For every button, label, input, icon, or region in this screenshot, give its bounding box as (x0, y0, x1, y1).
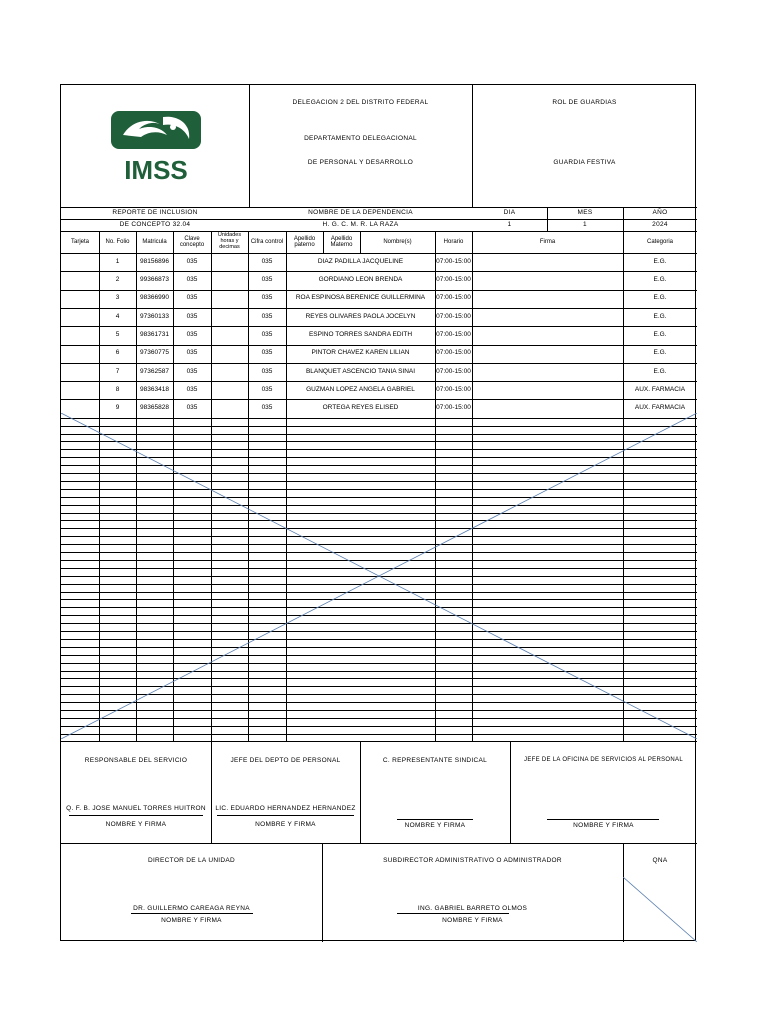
table-cell-horario: 07:00-15:00 (436, 367, 471, 375)
subdirector-name: ING. GABRIEL BARRETO OLMOS (417, 905, 528, 912)
table-cell-matricula: 98361731 (140, 330, 169, 338)
logo-text: IMSS (124, 155, 188, 185)
table-cell-clave: 035 (186, 276, 198, 284)
org-line-2: DEPARTAMENTO DELEGACIONAL (304, 135, 417, 142)
nombre-firma-1: NOMBRE Y FIRMA (105, 821, 167, 828)
table-cell-clave: 035 (186, 257, 198, 265)
table-cell-clave: 035 (186, 367, 198, 375)
table-cell-categoria: E.G. (653, 330, 667, 338)
table-cell-folio: 5 (115, 330, 120, 338)
table-cell-matricula: 98366990 (140, 294, 169, 302)
table-cell-matricula: 97360133 (140, 312, 169, 320)
dia-value: 1 (507, 221, 512, 228)
column-header: Categoria (646, 238, 673, 245)
rep-sindical-label: C. REPRESENTANTE SINDICAL (382, 757, 488, 764)
table-cell-horario: 07:00-15:00 (436, 404, 471, 412)
table-cell-matricula: 99366873 (140, 276, 169, 284)
jefe-personal-label: JEFE DEL DEPTO DE PERSONAL (230, 757, 341, 764)
table-cell-clave: 035 (186, 404, 198, 412)
table-cell-nombre: DIAZ PADILLA JACQUELINE (317, 257, 404, 265)
director-name: DR. GUILLERMO CAREAGA REYNA (133, 905, 250, 912)
org-line-3: DE PERSONAL Y DESARROLLO (307, 159, 414, 166)
table-cell-clave: 035 (186, 312, 198, 320)
table-cell-nombre: REYES OLIVARES PAOLA JOCELYN (305, 312, 416, 320)
table-cell-cifra: 035 (261, 312, 273, 320)
table-cell-nombre: GUZMAN LOPEZ ANGELA GABRIEL (306, 385, 415, 393)
table-cell-folio: 1 (115, 257, 120, 265)
table-cell-matricula: 97360775 (140, 349, 169, 357)
column-header: Apellido paterno (293, 235, 316, 248)
table-cell-folio: 2 (115, 276, 120, 284)
dependencia-label: NOMBRE DE LA DEPENDENCIA (308, 209, 413, 216)
cancel-cross (61, 413, 697, 739)
table-cell-categoria: E.G. (653, 294, 667, 302)
qna-cross-line (623, 877, 697, 942)
table-cell-categoria: E.G. (653, 312, 667, 320)
column-header: Clave concepto (179, 235, 205, 248)
nombre-firma-2: NOMBRE Y FIRMA (255, 821, 316, 828)
table-cell-categoria: AUX. FARMACIA (634, 385, 686, 393)
qna-label: QNA (652, 857, 668, 864)
table-cell-folio: 6 (115, 349, 120, 357)
table-cell-categoria: E.G. (653, 349, 667, 357)
table-cell-cifra: 035 (261, 404, 273, 412)
table-cell-matricula: 98156896 (140, 257, 169, 265)
table-cell-cifra: 035 (261, 330, 273, 338)
table-cell-clave: 035 (186, 294, 198, 302)
table-cell-categoria: E.G. (653, 257, 667, 265)
table-cell-horario: 07:00-15:00 (436, 276, 471, 284)
table-cell-folio: 8 (115, 385, 120, 393)
dia-label: DIA (503, 209, 516, 216)
column-header: Unidades horas y decimas (217, 232, 242, 250)
table-cell-matricula: 98363418 (140, 385, 169, 393)
table-cell-folio: 9 (115, 404, 120, 412)
column-header: Matricula (142, 238, 167, 245)
table-cell-folio: 4 (115, 312, 120, 320)
inclusion-report-form (60, 84, 696, 941)
mes-label: MES (577, 209, 593, 216)
table-cell-folio: 3 (115, 294, 120, 302)
column-header: Horario (443, 238, 464, 245)
table-cell-cifra: 035 (261, 257, 273, 265)
subdirector-label: SUBDIRECTOR ADMINISTRATIVO O ADMINISTRADOR (383, 857, 562, 864)
table-cell-horario: 07:00-15:00 (436, 385, 471, 393)
nombre-firma-3: NOMBRE Y FIRMA (404, 822, 466, 829)
table-cell-cifra: 035 (261, 349, 273, 357)
column-header: Nombre(s) (383, 238, 412, 245)
anio-value: 2024 (652, 221, 668, 228)
mes-value: 1 (583, 221, 587, 228)
table-cell-clave: 035 (186, 349, 198, 357)
table-cell-nombre: GORDIANO LEON BRENDA (318, 276, 403, 284)
table-cell-nombre: PINTOR CHAVEZ KAREN LILIAN (311, 349, 410, 357)
table-cell-clave: 035 (186, 330, 198, 338)
responsable-name: Q. F. B. JOSE MANUEL TORRES HUITRON (66, 805, 206, 812)
column-header: Cifra control (250, 238, 284, 245)
table-cell-nombre: ORTEGA REYES ELISED (322, 404, 399, 412)
guardia-title: GUARDIA FESTIVA (553, 159, 616, 166)
table-cell-horario: 07:00-15:00 (436, 294, 471, 302)
anio-label: AÑO (652, 209, 668, 216)
jefe-oficina-label: JEFE DE LA OFICINA DE SERVICIOS AL PERSONAL (524, 757, 683, 763)
report-title: REPORTE DE INCLUSION (112, 209, 198, 216)
rol-title: ROL DE GUARDIAS (552, 99, 617, 106)
table-cell-categoria: E.G. (653, 276, 667, 284)
nombre-firma-6: NOMBRE Y FIRMA (442, 917, 503, 924)
nombre-firma-5: NOMBRE Y FIRMA (161, 917, 222, 924)
column-header: No. Folio (105, 238, 130, 245)
report-concepto: DE CONCEPTO 32.04 (119, 221, 191, 228)
table-cell-folio: 7 (115, 367, 120, 375)
table-cell-cifra: 035 (261, 294, 273, 302)
table-cell-nombre: BLANQUET ASCENCIO TANIA SINAI (305, 367, 416, 375)
nombre-firma-4: NOMBRE Y FIRMA (573, 822, 634, 829)
table-cell-categoria: E.G. (653, 367, 667, 375)
table-cell-horario: 07:00-15:00 (436, 330, 471, 338)
table-cell-matricula: 98365828 (140, 404, 169, 412)
table-cell-horario: 07:00-15:00 (436, 349, 471, 357)
org-line-1: DELEGACION 2 DEL DISTRITO FEDERAL (292, 99, 429, 106)
table-cell-cifra: 035 (261, 385, 273, 393)
jefe-personal-name: LIC. EDUARDO HERNANDEZ HERNANDEZ (215, 805, 356, 812)
table-cell-nombre: ESPINO TORRES SANDRA EDITH (308, 330, 413, 338)
table-cell-cifra: 035 (261, 276, 273, 284)
table-cell-nombre: ROA ESPINOSA BERENICE GUILLERMINA (295, 294, 426, 302)
table-cell-cifra: 035 (261, 367, 273, 375)
table-cell-clave: 035 (186, 385, 198, 393)
director-label: DIRECTOR DE LA UNIDAD (147, 857, 236, 864)
column-header: Apellido Materno (330, 235, 353, 248)
column-header: Tarjeta (70, 238, 89, 245)
table-cell-horario: 07:00-15:00 (436, 257, 471, 265)
table-cell-categoria: AUX. FARMACIA (634, 404, 686, 412)
table-cell-matricula: 97362587 (140, 367, 169, 375)
dependencia-value: H. G. C. M. R. LA RAZA (322, 221, 399, 228)
responsable-label: RESPONSABLE DEL SERVICIO (84, 757, 188, 764)
table-cell-horario: 07:00-15:00 (436, 312, 471, 320)
column-header: Firma (539, 238, 556, 245)
